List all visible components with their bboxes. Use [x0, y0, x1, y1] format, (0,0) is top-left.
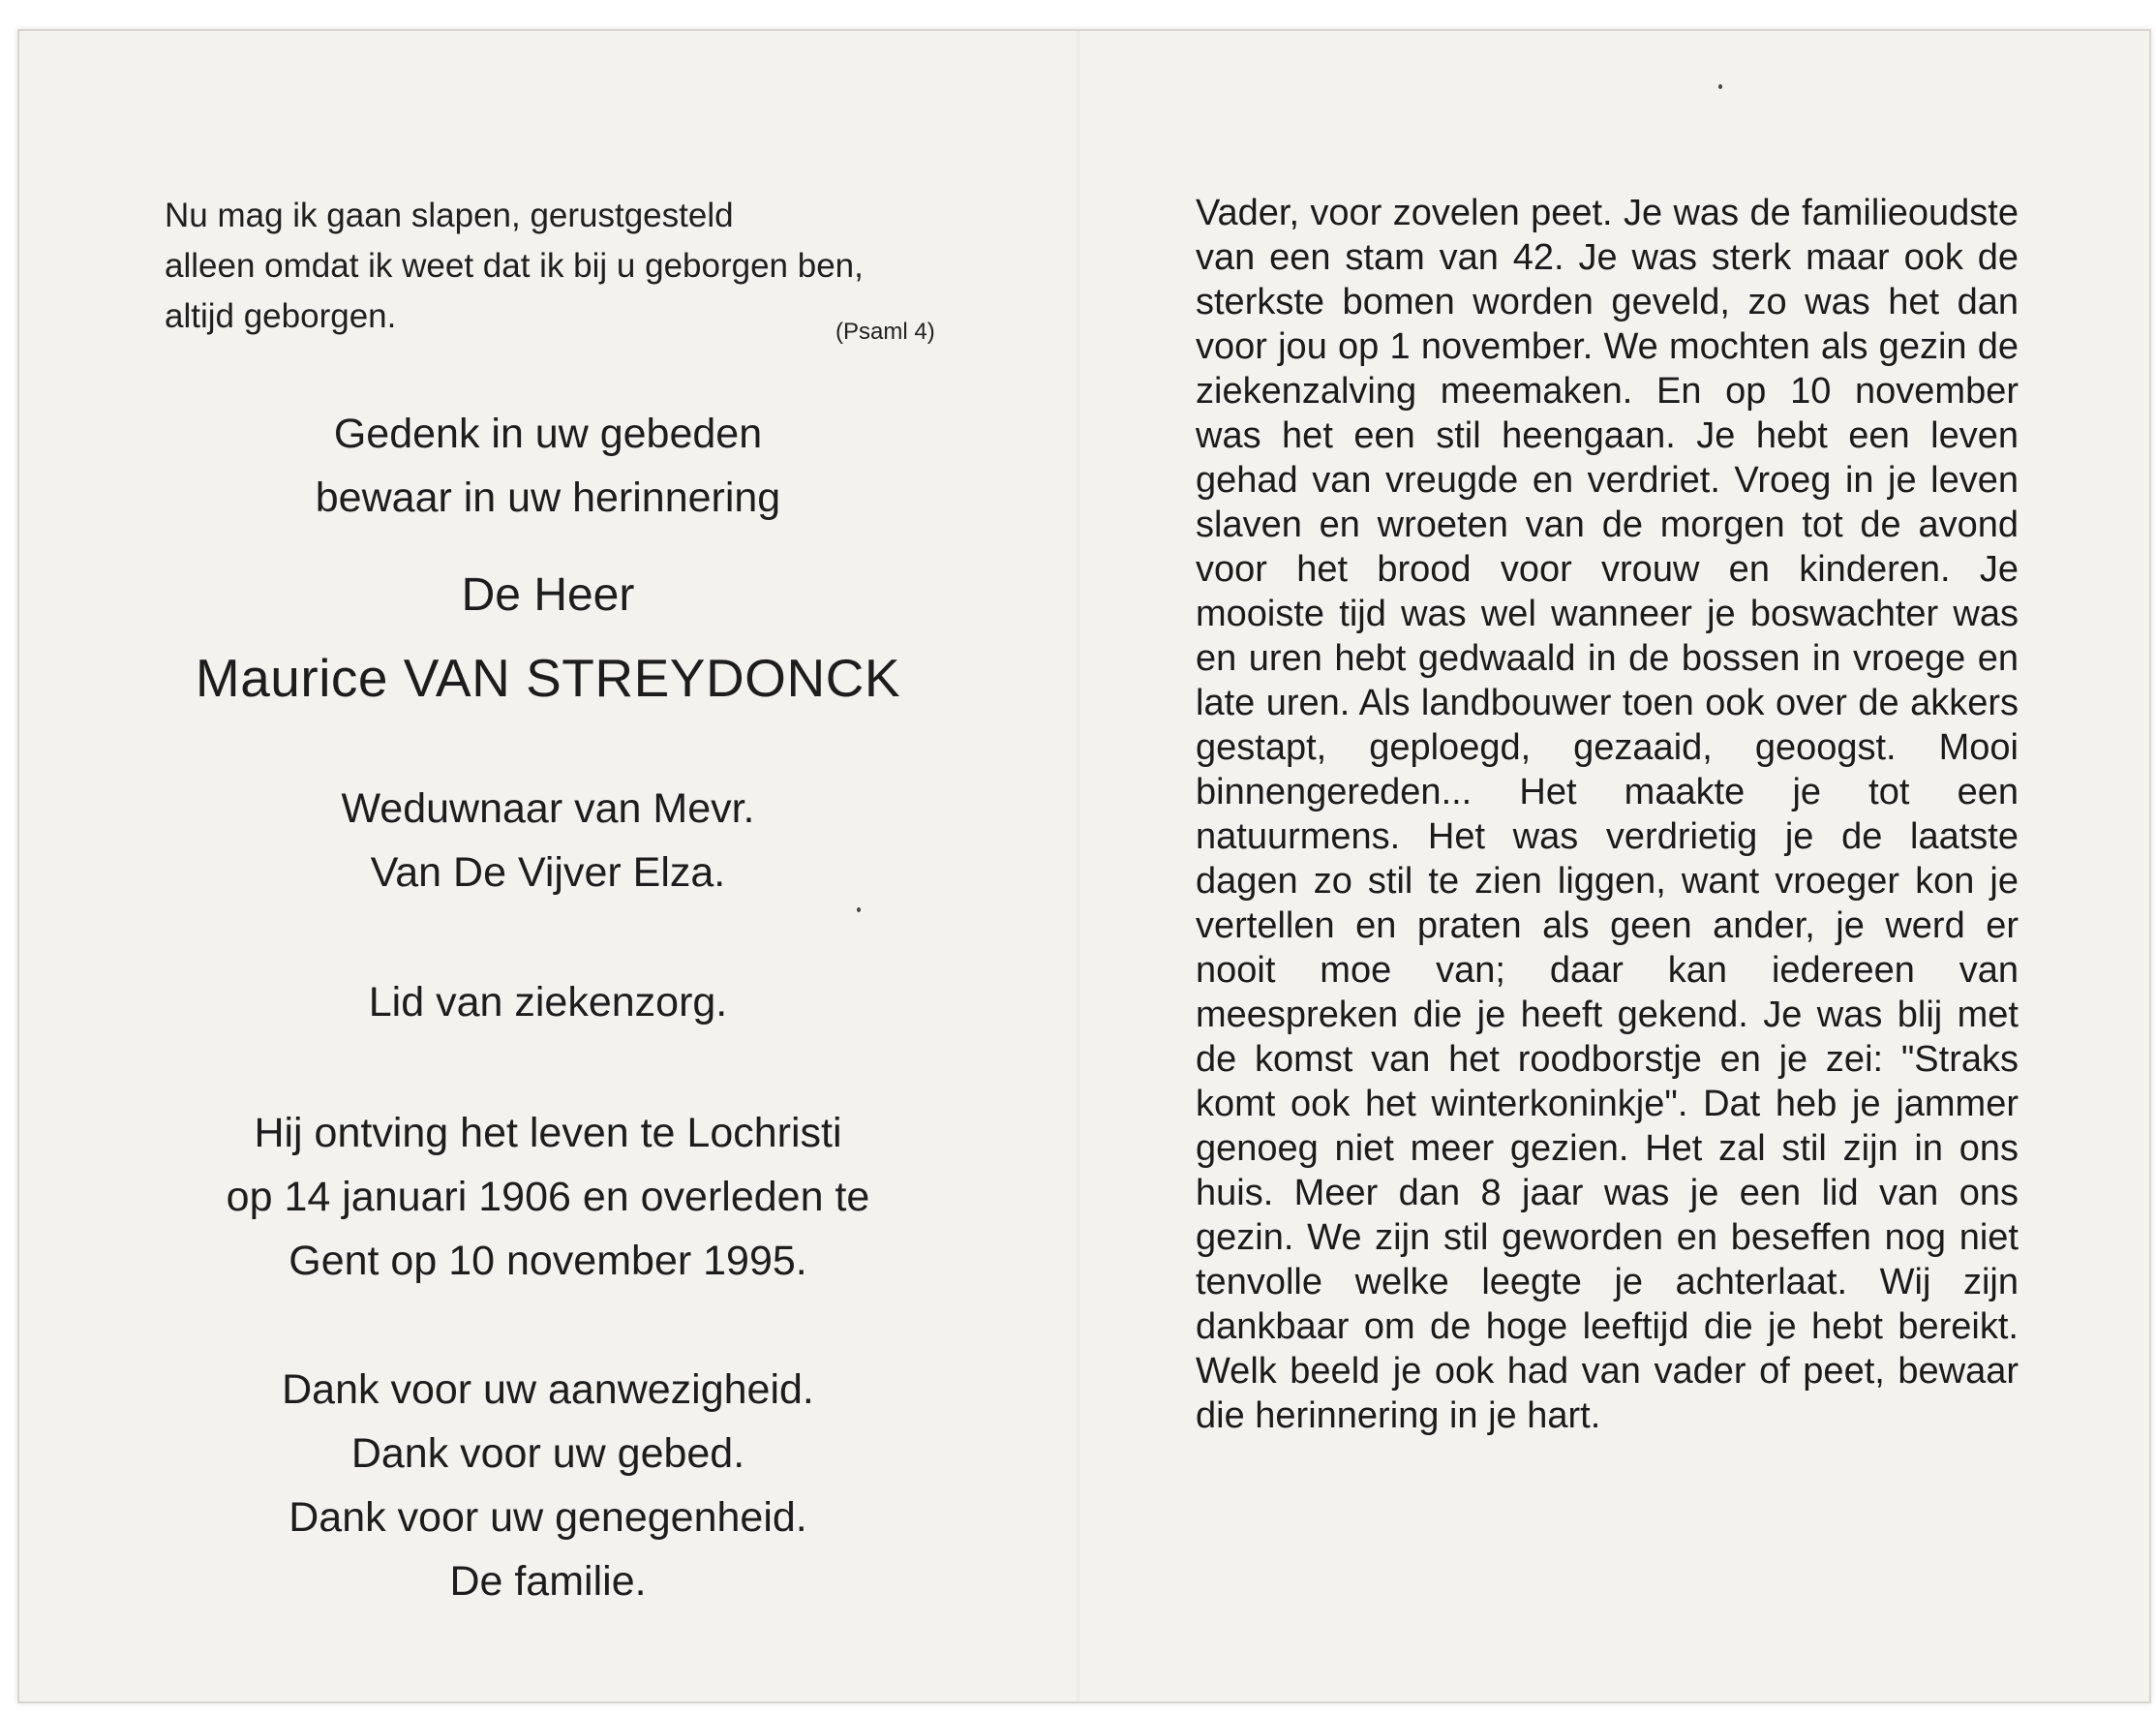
psalm-line: Nu mag ik gaan slapen, gerustgesteld — [165, 197, 734, 234]
memorial-card — [17, 29, 2151, 1703]
psalm-line: altijd geborgen. — [165, 297, 397, 335]
widower-of — [19, 777, 1077, 904]
right-panel — [1079, 31, 2149, 1701]
print-speck — [857, 907, 861, 912]
prayer-request — [19, 402, 1077, 530]
tribute-text: Vader, voor zovelen peet. Je was de familieoudste van een stam van 42. Je was sterk maar ook de sterkste bomen worden geveld, zo was het dan voor jou op 1 november. We mochten als gezin de ziekenzalving meemaken. En op 10 november was het een stil heengaan. Je hebt een leven gehad van vreugde en verdriet. Vroeg in je leven slaven en wroeten van de morgen tot de avond voor het brood voor vrouw en kinderen. Je mooiste tijd was wel wanneer je boswachter was en uren hebt gedwaald in de bossen in vroege en late uren. Als landbouwer toen ook over de akkers gestapt, geploegd, gezaaid, geoogst. Mooi binnengereden... Het maakte je tot een natuurmens. Het was verdrietig je de laatste dagen zo stil te zien liggen, want vroeger kon je vertellen en praten als geen ander, je werd er nooit moe van; daar kan iedereen van meespreken die je heeft gekend. Je was blij met de komst van het roodborstje en je zei: "Straks komt ook het winterkoninkje". Dat heb je jammer genoeg niet meer gezien. Het zal stil zijn in ons huis. Meer dan 8 jaar was je een lid van ons gezin. We zijn stil geworden en beseffen nog niet tenvolle welke leegte je achterlaat. Wij zijn dankbaar om de hoge leeftijd die je hebt bereikt. Welk beeld je ook had van vader of peet, bewaar die herinnering in je hart. — [1196, 193, 2019, 1436]
deceased-name: Maurice VAN STREYDONCK — [195, 648, 901, 708]
thanks-line: Dank voor uw gebed. — [350, 1430, 745, 1477]
prayer-line: bewaar in uw herinnering — [315, 475, 781, 521]
left-panel — [19, 31, 1077, 1701]
widower-line: Van De Vijver Elza. — [370, 849, 726, 896]
life-line: op 14 januari 1906 en overleden te — [226, 1174, 870, 1220]
life-line: Hij ontving het leven te Lochristi — [254, 1110, 842, 1156]
membership: Lid van ziekenzorg. — [368, 979, 728, 1026]
psalm-reference: (Psaml 4) — [835, 319, 935, 345]
thanks-block — [19, 1358, 1077, 1613]
thanks-line: Dank voor uw aanwezigheid. — [282, 1366, 814, 1413]
psalm-line: alleen omdat ik weet dat ik bij u geborgen ben, — [165, 247, 864, 285]
life-line: Gent op 10 november 1995. — [288, 1238, 807, 1284]
life-dates — [19, 1101, 1077, 1293]
print-speck — [1718, 84, 1722, 89]
widower-line: Weduwnaar van Mevr. — [341, 785, 755, 832]
thanks-line: Dank voor uw genegenheid. — [288, 1494, 807, 1541]
honorific-title: De Heer — [461, 569, 635, 621]
family-signature: De familie. — [449, 1558, 647, 1605]
prayer-line: Gedenk in uw gebeden — [333, 411, 763, 457]
